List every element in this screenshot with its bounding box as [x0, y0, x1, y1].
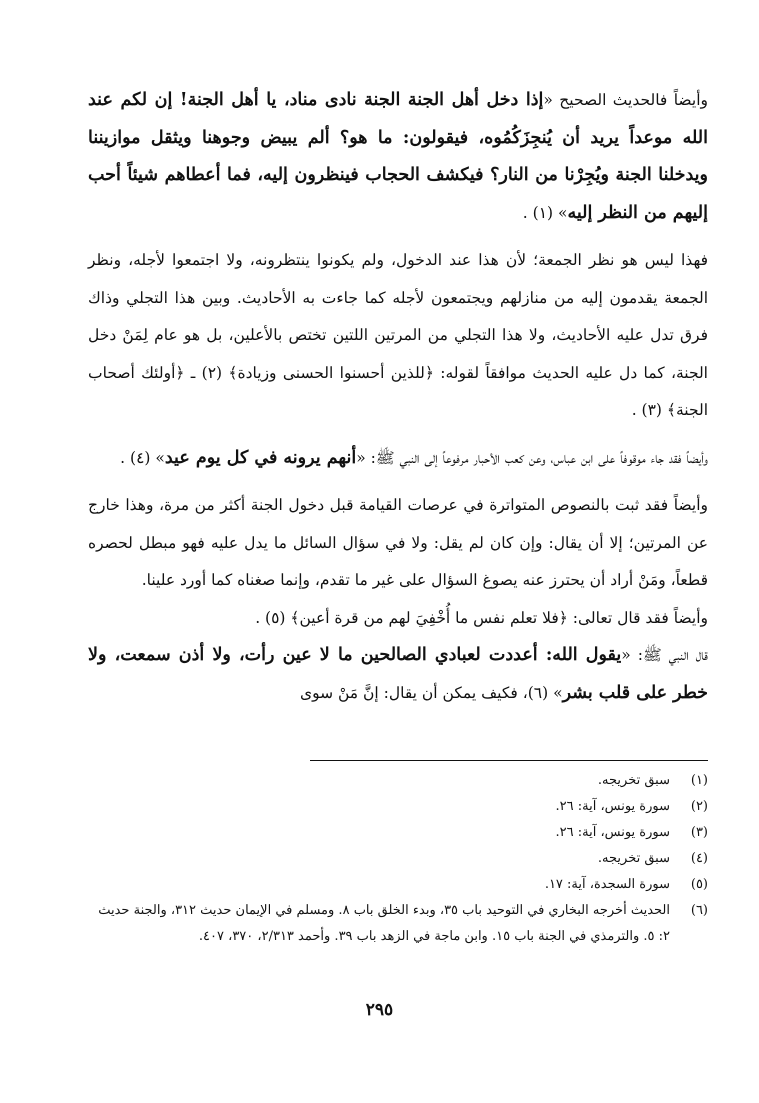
text-run: قال النبي ﷺ: « [621, 646, 708, 664]
hadith-text: أنهم يرونه في كل يوم عيد [164, 447, 357, 468]
footnote-number: (٣) [690, 825, 708, 840]
text-run: وأيضاً فقد جاء موقوفاً على ابن عباس، وعن كعب الأحبار مرفوعاً إلى النبي ﷺ: « [356, 448, 708, 467]
paragraph [88, 242, 708, 430]
footnote [88, 846, 708, 872]
text-run: » (٤) . [120, 448, 165, 467]
footnote-text: سورة يونس، آية: ٢٦. [555, 799, 670, 814]
paragraph [88, 600, 708, 638]
hadith-text: يقول الله: أعددت لعبادي الصالحين ما لا عين رأت، ولا أذن سمعت، ولا خطر على قلب بشر [88, 645, 708, 703]
footnote-text: الحديث أخرجه البخاري في التوحيد باب ٣٥، وبدء الخلق باب ٨. ومسلم في الإيمان حديث ٣١٢، والجنة حديث ٢: ٥. والترمذي في الجنة باب ١٥. وابن ماجة في الزهد باب ٣٩. وأحمد ٢/٣١٣، ٣٧٠، ٤٠٧. [98, 903, 670, 944]
footnote-number: (٤) [690, 851, 708, 866]
footnote [88, 820, 708, 846]
text-run: وأيضاً فالحديث الصحيح « [543, 91, 708, 109]
footnote [88, 898, 708, 950]
footnote [88, 794, 708, 820]
footnote-text: سبق تخريجه. [597, 851, 670, 866]
text-run: فهذا ليس هو نظر الجمعة؛ لأن هذا عند الدخول، ولم يكونوا ينتظرونه، ولا اجتمعوا لأجله، ونظر الجمعة يقدمون إليه من منازلهم ويجتمعون لأجله كما جاءت به الأحاديث. وبين هذا التجلي وذاك فرق تدل عليه الأحاديث، ولا هذا التجلي من المرتين اللتين تختص بالأعلين، بل هو عام لِمَنْ دخل الجنة، كما دل عليه الحديث موافقاً لقوله: ﴿للذين أحسنوا الحسنى وزيادة﴾ (٢) ـ ﴿أولئك أصحاب الجنة﴾ (٣) . [88, 251, 708, 419]
text-run: » (١) . [522, 203, 568, 222]
footnote-text: سبق تخريجه. [597, 773, 670, 788]
paragraph [88, 637, 708, 712]
footnote-number: (٦) [690, 903, 708, 918]
footnotes [88, 768, 708, 950]
paragraph [88, 440, 708, 478]
page-number: ٢٩٥ [365, 1000, 394, 1020]
text-run: وأيضاً فقد قال تعالى: ﴿فلا تعلم نفس ما أُخْفِيَ لهم من قرة أعين﴾ (٥) . [255, 608, 708, 627]
footnote-number: (٥) [690, 877, 708, 892]
footnote-separator [310, 760, 708, 761]
text-run: » (٦)، فكيف يمكن أن يقال: إنَّ مَنْ سوى [299, 683, 563, 702]
footnote-text: سورة السجدة، آية: ١٧. [544, 877, 670, 892]
hadith-text: إذا دخل أهل الجنة الجنة نادى مناد، يا أهل الجنة! إن لكم عند الله موعداً يريد أن يُنجِزَكُمُوه، فيقولون: ما هو؟ ألم يبيض وجوهنا ويثقل موازيننا ويدخلنا الجنة ويُجِرْنا من النار؟ فيكشف الحجاب فينظرون إليه، فما أعطاهم شيئاً أحب إليهم من النظر إليه [88, 90, 708, 223]
footnote-number: (١) [690, 773, 708, 788]
footnote-text: سورة يونس، آية: ٢٦. [555, 825, 670, 840]
paragraph [88, 82, 708, 232]
paragraph [88, 487, 708, 600]
text-run: وأيضاً فقد ثبت بالنصوص المتواترة في عرصات القيامة قبل دخول الجنة أكثر من مرة، وهذا خارج عن المرتين؛ إلا أن يقال: وإن كان لم يقل: ولا في سؤال السائل ما يدل عليه فهو مبطل لحصره قطعاً، ومَنْ أراد أن يحترز عنه يصوغ السؤال على غير ما تقدم، وإنما صغناه كما أورد علينا. [88, 496, 708, 589]
footnote [88, 768, 708, 794]
body-text [88, 82, 708, 712]
footnote-number: (٢) [690, 799, 708, 814]
footnote [88, 872, 708, 898]
